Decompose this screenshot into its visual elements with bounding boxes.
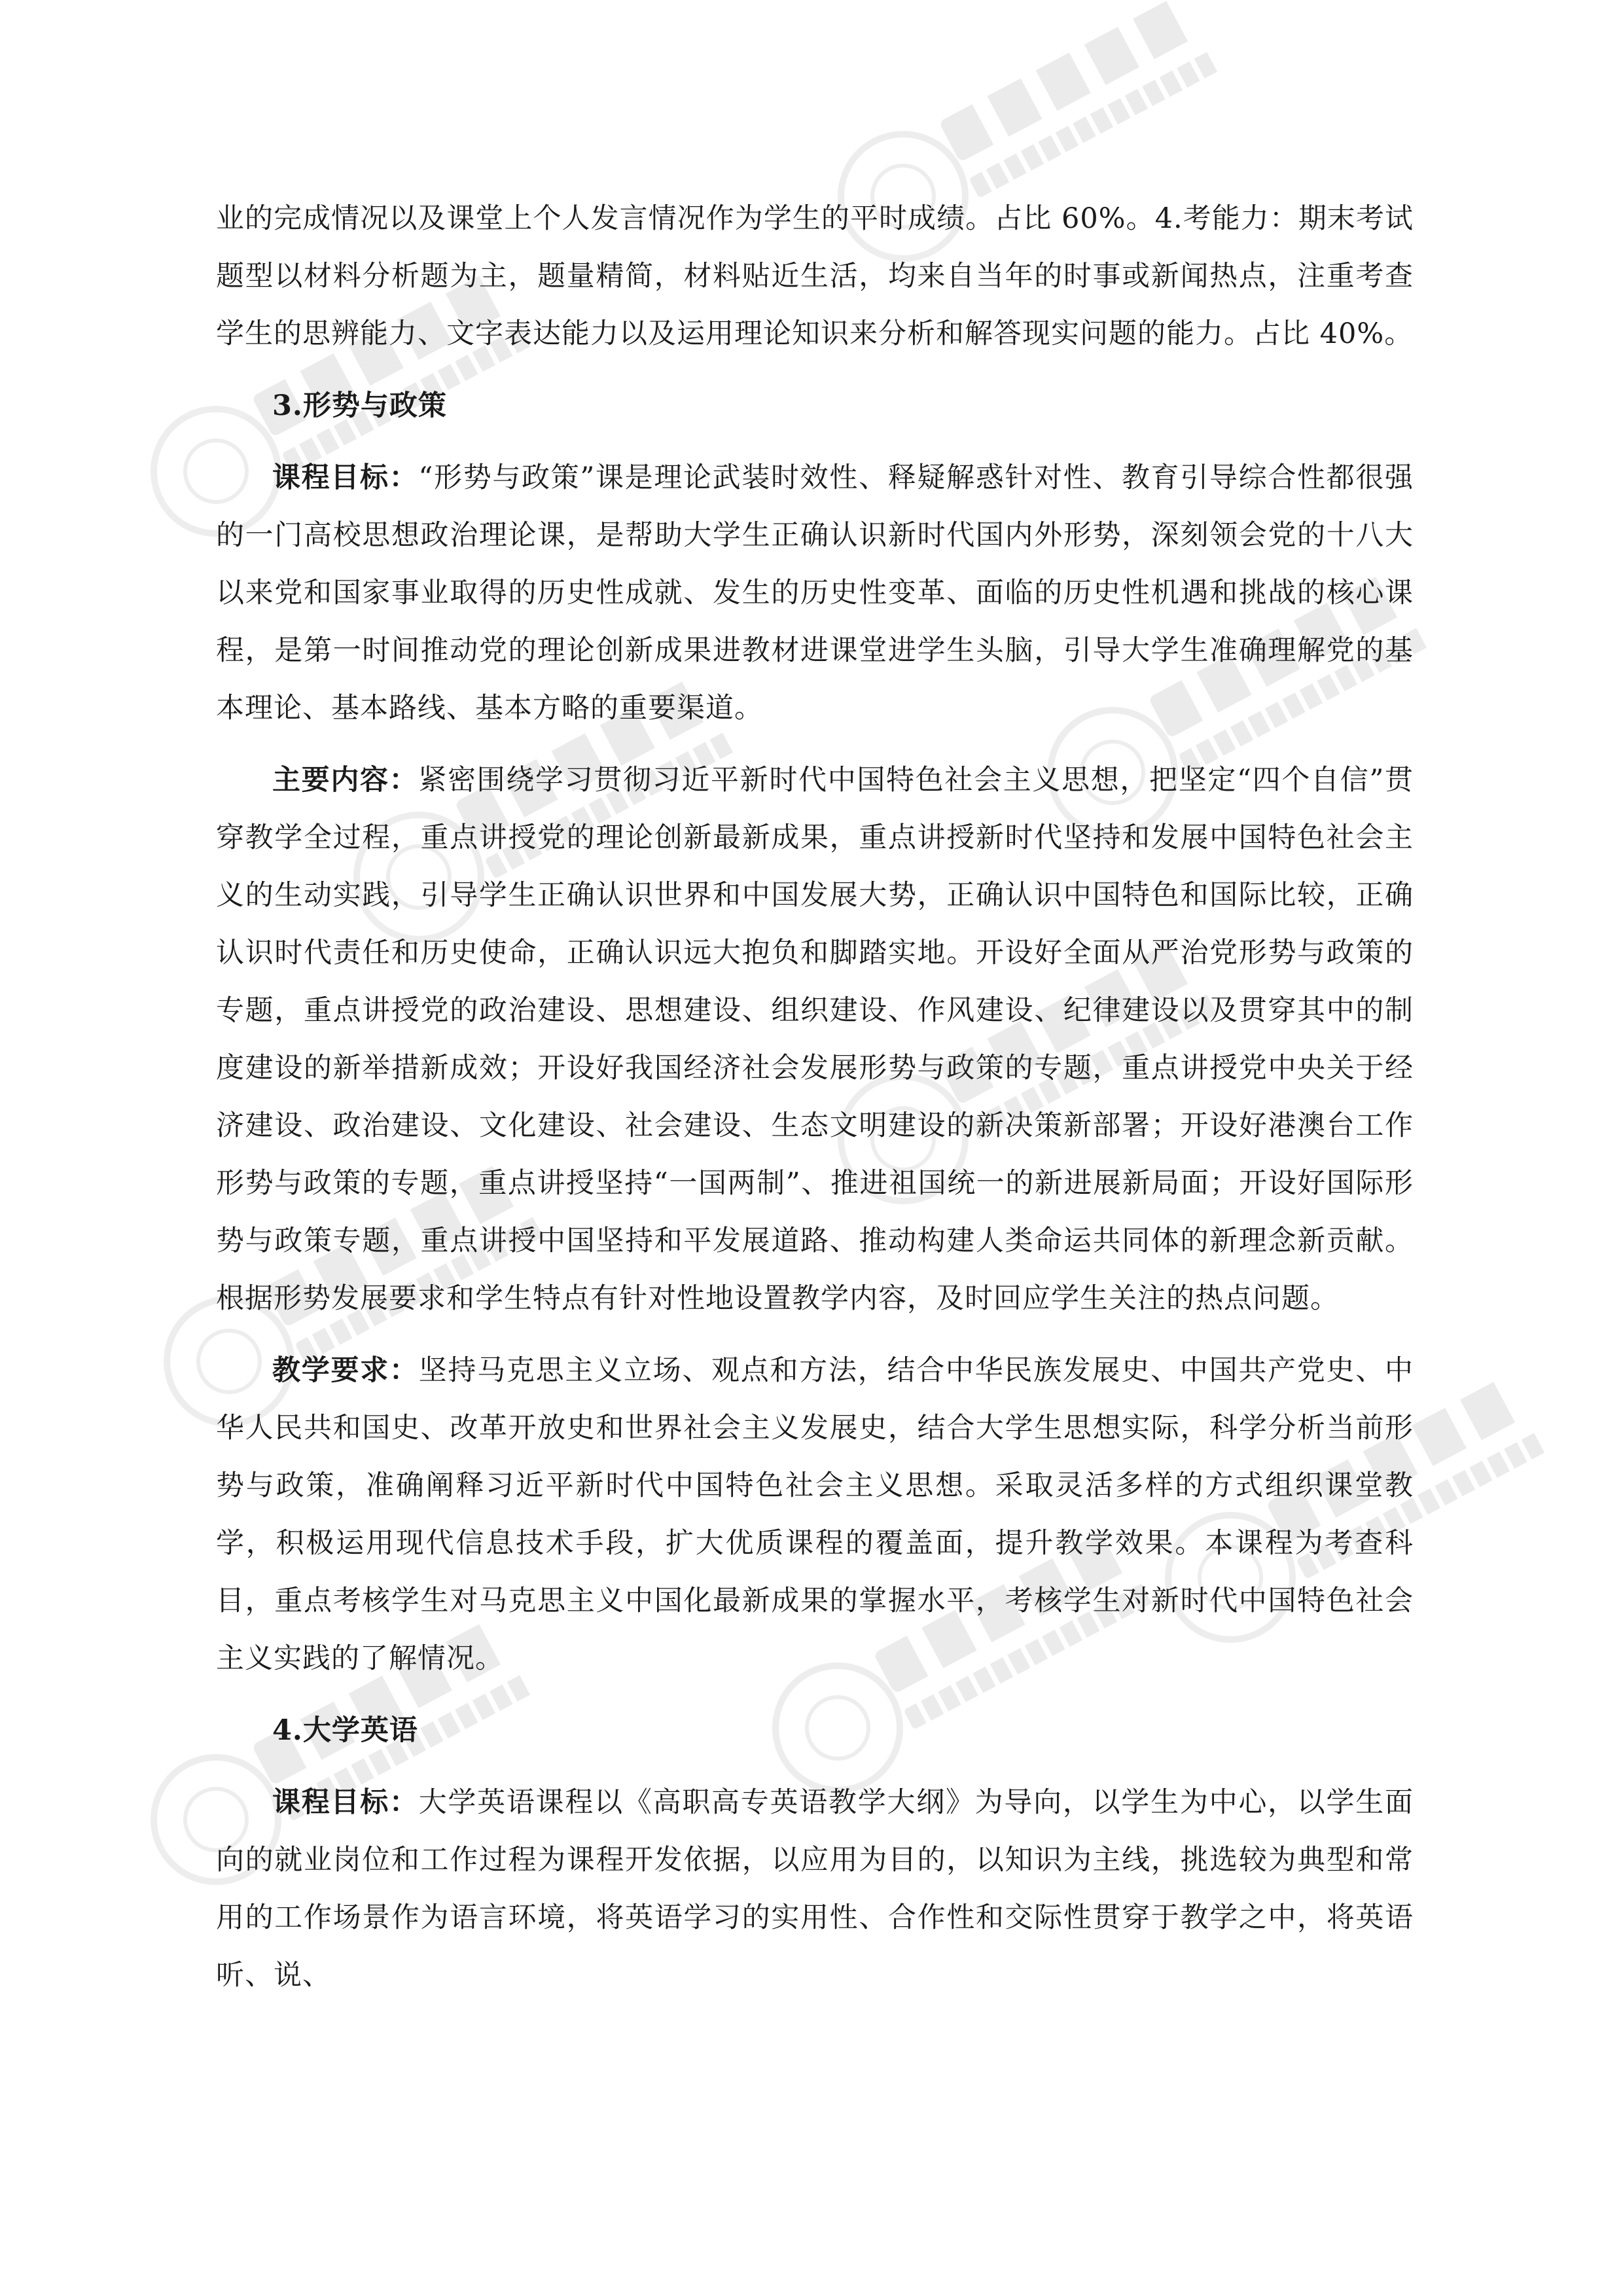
teaching-requirements-paragraph (216, 1342, 1414, 1687)
main-content-text: 紧密围绕学习贯彻习近平新时代中国特色社会主义思想，把坚定“四个自信”贯穿教学全过程，重点讲授党的理论创新最新成果，重点讲授新时代坚持和发展中国特色社会主义的生动实践，引导学生正确认识世界和中国发展大势，正确认识中国特色和国际比较，正确认识时代责任和历史使命，正确认识远大抱负和脚踏实地。开设好全面从严治党形势与政策的专题，重点讲授党的政治建设、思想建设、组织建设、作风建设、纪律建设以及贯穿其中的制度建设的新举措新成效；开设好我国经济社会发展形势与政策的专题，重点讲授党中央关于经济建设、政治建设、文化建设、社会建设、生态文明建设的新决策新部署；开设好港澳台工作形势与政策的专题，重点讲授坚持“一国两制”、推进祖国统一的新进展新局面；开设好国际形势与政策专题，重点讲授中国坚持和平发展道路、推动构建人类命运共同体的新理念新贡献。根据形势发展要求和学生特点有针对性地设置教学内容，及时回应学生关注的热点问题。 (216, 764, 1414, 1315)
course-goal-text: “形势与政策”课是理论武装时效性、释疑解惑针对性、教育引导综合性都很强的一门高校思想政治理论课，是帮助大学生正确认识新时代国内外形势，深刻领会党的十八大以来党和国家事业取得的历史性成就、发生的历史性变革、面临的历史性机遇和挑战的核心课程，是第一时间推动党的理论创新成果进教材进课堂进学生头脑，引导大学生准确理解党的基本理论、基本路线、基本方略的重要渠道。 (216, 461, 1414, 725)
english-course-goal-paragraph (216, 1774, 1414, 2004)
document-page (216, 190, 1414, 2004)
course-goal-label: 课程目标： (272, 461, 419, 494)
teaching-requirements-label: 教学要求： (272, 1354, 419, 1387)
course-goal-paragraph (216, 449, 1414, 737)
main-content-paragraph (216, 751, 1414, 1327)
continuation-paragraph: 业的完成情况以及课堂上个人发言情况作为学生的平时成绩。占比 60%。4.考能力：期末考试题型以材料分析题为主，题量精简，材料贴近生活，均来自当年的时事或新闻热点，注重考查学生的思辨能力、文字表达能力以及运用理论知识来分析和解答现实问题的能力。占比 40%。 (216, 202, 1414, 350)
section-heading-3: 3.形势与政策 (272, 389, 447, 422)
english-course-goal-text: 大学英语课程以《高职高专英语教学大纲》为导向，以学生为中心，以学生面向的就业岗位和工作过程为课程开发依据，以应用为目的，以知识为主线，挑选较为典型和常用的工作场景作为语言环境，将英语学习的实用性、合作性和交际性贯穿于教学之中，将英语听、说、 (216, 1786, 1414, 1992)
teaching-requirements-text: 坚持马克思主义立场、观点和方法，结合中华民族发展史、中国共产党史、中华人民共和国史、改革开放史和世界社会主义发展史，结合大学生思想实际，科学分析当前形势与政策，准确阐释习近平新时代中国特色社会主义思想。采取灵活多样的方式组织课堂教学，积极运用现代信息技术手段，扩大优质课程的覆盖面，提升教学效果。本课程为考查科目，重点考核学生对马克思主义中国化最新成果的掌握水平，考核学生对新时代中国特色社会主义实践的了解情况。 (216, 1354, 1414, 1675)
main-content-label: 主要内容： (272, 764, 419, 797)
section-heading-4: 4.大学英语 (272, 1714, 418, 1747)
english-course-goal-label: 课程目标： (272, 1786, 419, 1819)
